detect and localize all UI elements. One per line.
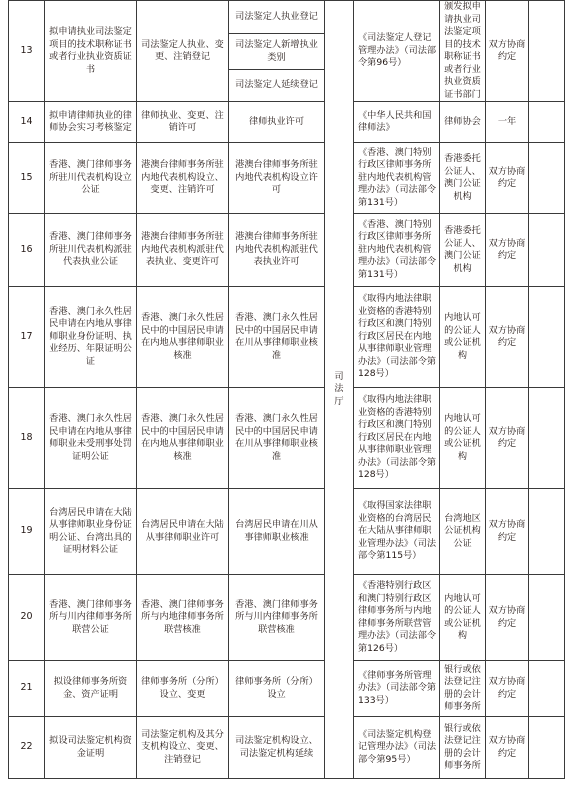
certificate-name: 香港、澳门律师事务所与川内律师事务所联营公证 xyxy=(45,575,137,661)
certificate-name: 香港、澳门永久性居民申请在内地从事律师职业未受刑事处罚证明公证 xyxy=(45,388,137,489)
validity-period: 双方协商约定 xyxy=(486,575,529,661)
row-number: 22 xyxy=(9,717,45,779)
sub-matter: 律师事务所（分所）设立 xyxy=(229,661,325,717)
matter-name: 港澳台律师事务所驻内地代表机构设立、变更、注销许可 xyxy=(137,143,229,214)
issuing-body: 银行或依法登记注册的会计师事务所 xyxy=(440,661,486,717)
row-number: 19 xyxy=(9,489,45,575)
legal-basis: 《取得内地法律职业资格的香港特别行政区和澳门特别行政区居民在内地从事律师职业管理办法》（司法部令第128号） xyxy=(354,287,440,388)
certificate-name: 香港、澳门永久性居民申请在内地从事律师职业身份证明、执业经历、年限证明公证 xyxy=(45,287,137,388)
sub-matter: 香港、澳门律师事务所与川内律师事务所联营核准 xyxy=(229,575,325,661)
legal-basis: 《取得内地法律职业资格的香港特别行政区和澳门特别行政区居民在内地从事律师职业管理办法》（司法部令第128号） xyxy=(354,388,440,489)
matter-name: 港澳台律师事务所驻内地代表机构派驻代表执业、变更许可 xyxy=(137,214,229,287)
row-number: 21 xyxy=(9,661,45,717)
table-row xyxy=(9,143,565,214)
issuing-body: 香港委托公证人、澳门公证机构 xyxy=(440,143,486,214)
sub-matter: 港澳台律师事务所驻内地代表机构设立许可 xyxy=(229,143,325,214)
row-number: 20 xyxy=(9,575,45,661)
legal-basis: 《中华人民共和国律师法》 xyxy=(354,102,440,143)
table-row xyxy=(9,661,565,717)
remark-cell xyxy=(529,214,565,287)
matter-name: 司法鉴定机构及其分支机构设立、变更、注销登记 xyxy=(137,717,229,779)
issuing-body: 内地认可的公证人或公证机构 xyxy=(440,388,486,489)
certificate-table xyxy=(8,0,565,779)
issuing-body: 律师协会 xyxy=(440,102,486,143)
remark-cell xyxy=(529,102,565,143)
remark-cell xyxy=(529,143,565,214)
legal-basis: 《取得国家法律职业资格的台湾居民在大陆从事律师职业管理办法》（司法部令第115号） xyxy=(354,489,440,575)
table-row xyxy=(9,388,565,489)
matter-name: 台湾居民申请在大陆从事律师职业许可 xyxy=(137,489,229,575)
certificate-name: 拟设律师事务所资金、资产证明 xyxy=(45,661,137,717)
sub-matter: 港澳台律师事务所驻内地代表机构派驻代表执业许可 xyxy=(229,214,325,287)
row-number: 18 xyxy=(9,388,45,489)
legal-basis: 《律师事务所管理办法》（司法部令第133号） xyxy=(354,661,440,717)
sub-matter: 台湾居民申请在川从事律师职业核准 xyxy=(229,489,325,575)
certificate-name: 拟申请律师执业的律师协会实习考核鉴定 xyxy=(45,102,137,143)
remark-cell xyxy=(529,575,565,661)
validity-period: 双方协商约定 xyxy=(486,214,529,287)
table-row xyxy=(9,575,565,661)
issuing-body: 内地认可的公证人或公证机构 xyxy=(440,287,486,388)
certificate-name: 香港、澳门律师事务所驻川代表机构派驻代表执业公证 xyxy=(45,214,137,287)
row-number: 17 xyxy=(9,287,45,388)
issuing-body: 台湾地区公证机构公证 xyxy=(440,489,486,575)
remark-cell xyxy=(529,287,565,388)
sub-matter: 香港、澳门永久性居民中的中国居民申请在川从事律师职业核准 xyxy=(229,388,325,489)
matter-name: 律师事务所（分所）设立、变更 xyxy=(137,661,229,717)
legal-basis: 《香港、澳门特别行政区律师事务所驻内地代表机构管理办法》（司法部令第131号） xyxy=(354,143,440,214)
validity-period: 双方协商约定 xyxy=(486,388,529,489)
remark-cell xyxy=(529,661,565,717)
table-row xyxy=(9,489,565,575)
issuing-body: 内地认可的公证人或公证机构 xyxy=(440,575,486,661)
table-row xyxy=(9,1,565,34)
validity-period: 双方协商约定 xyxy=(486,717,529,779)
certificate-name: 拟设司法鉴定机构资金证明 xyxy=(45,717,137,779)
row-number: 13 xyxy=(9,1,45,102)
matter-name: 香港、澳门永久性居民中的中国居民申请在内地从事律师职业核准 xyxy=(137,287,229,388)
sub-matter: 律师执业许可 xyxy=(229,102,325,143)
sub-matter: 司法鉴定人延续登记 xyxy=(229,69,325,101)
department-cell: 司法厅 xyxy=(325,1,354,779)
certificate-name: 拟申请执业司法鉴定项目的技术职称证书或者行业执业资质证书 xyxy=(45,1,137,102)
table-row xyxy=(9,717,565,779)
sub-matter: 司法鉴定人执业登记 xyxy=(229,1,325,34)
issuing-body: 银行或依法登记注册的会计师事务所 xyxy=(440,717,486,779)
matter-name: 香港、澳门律师事务所与内地律师事务所联营核准 xyxy=(137,575,229,661)
remark-cell xyxy=(529,1,565,102)
sub-matter: 司法鉴定机构设立、司法鉴定机构延续 xyxy=(229,717,325,779)
sub-matter: 香港、澳门永久性居民中的中国居民申请在川从事律师职业核准 xyxy=(229,287,325,388)
legal-basis: 《香港特别行政区和澳门特别行政区律师事务所与内地律师事务所联营管理办法》（司法部令第126号） xyxy=(354,575,440,661)
certificate-name: 台湾居民申请在大陆从事律师职业身份证明公证、台湾出具的证明材料公证 xyxy=(45,489,137,575)
matter-name: 香港、澳门永久性居民中的中国居民申请在内地从事律师职业核准 xyxy=(137,388,229,489)
validity-period: 双方协商约定 xyxy=(486,489,529,575)
validity-period: 双方协商约定 xyxy=(486,287,529,388)
legal-basis: 《香港、澳门特别行政区律师事务所驻内地代表机构管理办法》（司法部令第131号） xyxy=(354,214,440,287)
validity-period: 双方协商约定 xyxy=(486,661,529,717)
remark-cell xyxy=(529,717,565,779)
matter-name: 司法鉴定人执业、变更、注销登记 xyxy=(137,1,229,102)
remark-cell xyxy=(529,489,565,575)
validity-period: 双方协商约定 xyxy=(486,1,529,102)
issuing-body: 颁发拟申请执业司法鉴定项目的技术职称证书或者行业执业资质证书部门 xyxy=(440,1,486,102)
row-number: 14 xyxy=(9,102,45,143)
validity-period: 双方协商约定 xyxy=(486,143,529,214)
legal-basis: 《司法鉴定机构登记管理办法》（司法部令第95号） xyxy=(354,717,440,779)
row-number: 15 xyxy=(9,143,45,214)
table-row xyxy=(9,214,565,287)
sub-matter: 司法鉴定人新增执业类别 xyxy=(229,34,325,70)
remark-cell xyxy=(529,388,565,489)
table-row xyxy=(9,287,565,388)
legal-basis: 《司法鉴定人登记管理办法》（司法部令第96号） xyxy=(354,1,440,102)
table-row xyxy=(9,102,565,143)
certificate-name: 香港、澳门律师事务所驻川代表机构设立公证 xyxy=(45,143,137,214)
validity-period: 一年 xyxy=(486,102,529,143)
matter-name: 律师执业、变更、注销许可 xyxy=(137,102,229,143)
issuing-body: 香港委托公证人、澳门公证机构 xyxy=(440,214,486,287)
row-number: 16 xyxy=(9,214,45,287)
